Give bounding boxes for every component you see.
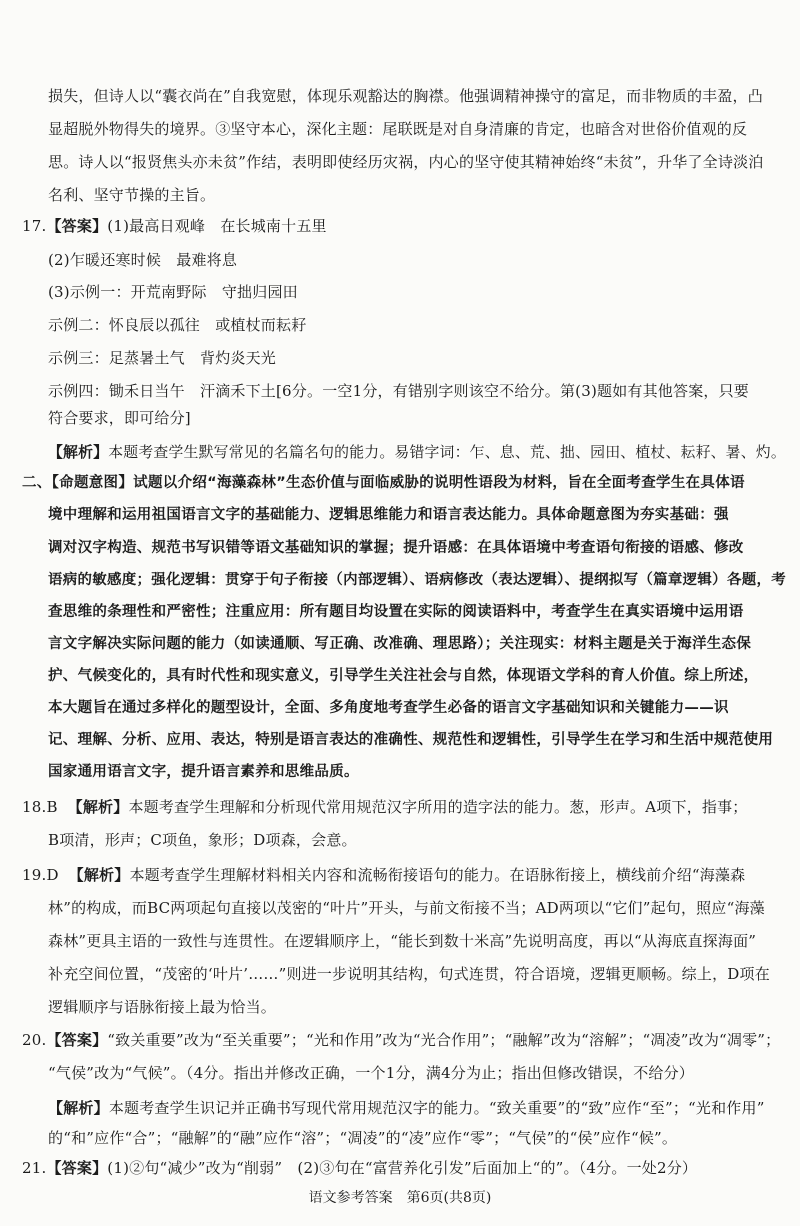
answer-label: 【答案】 <box>46 1159 108 1177</box>
intent-line: 调对汉字构造、规范书写识错等语文基础知识的掌握；提升语感：在具体语境中考查语句衔接的语感、修改 <box>48 540 744 556</box>
analysis-label: 【解析】 <box>68 866 130 884</box>
answer-line: 符合要求，即可给分] <box>48 409 191 427</box>
question-number: 18. <box>22 798 47 816</box>
analysis-text: 本题考查学生理解和分析现代常用规范汉字所用的造字法的能力。葱，形声。A项下，指事； <box>128 798 748 816</box>
question-number: 20. <box>22 1031 47 1049</box>
analysis-line: 的“和”应作“合”；“融解”的“融”应作“溶”；“凋凌”的“凌”应作“零”；“气侯”的“侯”应作“候”。 <box>48 1129 678 1147</box>
analysis-line: 补充空间位置，“茂密的‘叶片’……”则进一步说明其结构，句式连贯，符合语境，逻辑更顺畅。综上，D项在 <box>48 965 770 983</box>
analysis-text: 本题考查学生默写常见的名篇名句的能力。易错字词：乍、息、荒、拙、园田、植杖、耘耔、暑、灼。 <box>108 443 786 461</box>
question-number: 21. <box>22 1159 47 1177</box>
analysis-label: 【解析】 <box>48 443 109 461</box>
page-footer: 语文参考答案 第6页(共8页) <box>308 1190 492 1206</box>
paragraph-line: 损失，但诗人以“囊衣尚在”自我宽慰，体现乐观豁达的胸襟。他强调精神操守的富足，而非物质的丰盈，凸 <box>48 87 763 105</box>
intent-line: 境中理解和运用祖国语言文字的基础能力、逻辑思维能力和语言表达能力。具体命题意图为夯实基础：强 <box>48 507 729 523</box>
question-17-analysis <box>48 442 786 462</box>
analysis-line: 森林”更具主语的一致性与连贯性。在逻辑顺序上，“能长到数十米高”先说明高度，再以“从海底直探海面” <box>48 932 757 950</box>
paragraph-line: 思。诗人以“报贤焦头亦未贫”作结，表明即使经历灾祸，内心的坚守使其精神始终“未贫”，升华了全诗淡泊 <box>48 153 764 171</box>
answer-line: “气侯”改为“气候”。（4分。指出并修改正确，一个1分，满4分为止；指出但修改错误，不给分） <box>48 1064 695 1082</box>
intent-line: 语病的敏感度；强化逻辑：贯穿于句子衔接（内部逻辑）、语病修改（表达逻辑）、提纲拟写（篇章逻辑）各题，考 <box>48 572 786 588</box>
paragraph-line: 名利、坚守节操的主旨。 <box>48 186 216 204</box>
answer-choice: D <box>46 866 59 884</box>
answer-line: 示例二：怀良辰以孤往 或植杖而耘耔 <box>48 316 307 334</box>
analysis-text: 本题考查学生识记并正确书写现代常用规范汉字的能力。“致关重要”的“致”应作“至”；“光和作用” <box>108 1099 765 1117</box>
answer-text: “致关重要”改为“至关重要”；“光和作用”改为“光合作用”；“融解”改为“溶解”；“凋凌”改为“凋零”； <box>107 1031 781 1049</box>
intent-line: 试题以介绍“海藻森林”生态价值与面临威胁的说明性语段为材料，旨在全面考查学生在具体语 <box>133 475 745 491</box>
answer-label: 【答案】 <box>46 1031 108 1049</box>
answer-line: 示例四：锄禾日当午 汗滴禾下土[6分。一空1分，有错别字则该空不给分。第(3)题如有其他答案，只要 <box>48 382 749 400</box>
analysis-text: 本题考查学生理解材料相关内容和流畅衔接语句的能力。在语脉衔接上，横线前介绍“海藻森 <box>129 866 746 884</box>
section-prefix: 二、 <box>22 475 52 491</box>
analysis-label: 【解析】 <box>67 798 129 816</box>
question-number: 19. <box>22 866 47 884</box>
analysis-line: 林”的构成，而BC两项起句直接以茂密的“叶片”开头，与前文衔接不当；AD两项以“它们”起句，照应“海藻 <box>48 899 765 917</box>
answer-text: (1)②句“减少”改为“削弱” (2)③句在“富营养化引发”后面加上“的”。（4分。一处2分） <box>107 1159 698 1177</box>
answer-line: (2)乍暖还寒时候 最难将息 <box>48 251 238 269</box>
answer-line: (1)最高日观峰 在长城南十五里 <box>107 217 327 235</box>
answer-label: 【答案】 <box>46 217 108 235</box>
answer-line: (3)示例一：开荒南野际 守拙归园田 <box>48 283 298 301</box>
intent-line: 护、气候变化的，具有时代性和现实意义，引导学生关注社会与自然，体现语文学科的育人价值。综上所述， <box>48 668 759 684</box>
question-number: 17. <box>22 217 47 235</box>
question-20-analysis <box>48 1098 765 1118</box>
paragraph-line: 显超脱外物得失的境界。③坚守本心，深化主题：尾联既是对自身清廉的肯定，也暗含对世俗价值观的反 <box>48 120 748 138</box>
intent-line: 言文字解决实际问题的能力（如读通顺、写正确、改准确、理思路）；关注现实：材料主题是关于海洋生态保 <box>48 636 752 652</box>
question-21-answer <box>22 1158 697 1178</box>
analysis-label: 【解析】 <box>48 1099 109 1117</box>
question-20-answer <box>22 1030 780 1050</box>
question-17-answer <box>22 216 327 236</box>
answer-choice: B <box>46 798 58 816</box>
intent-line: 国家通用语言文字，提升语言素养和思维品质。 <box>48 764 359 780</box>
analysis-line: 逻辑顺序与语脉衔接上最为恰当。 <box>48 998 277 1016</box>
intent-label: 【命题意图】 <box>51 475 134 491</box>
analysis-line: B项清，形声；C项鱼，象形；D项森，会意。 <box>48 831 357 849</box>
intent-line: 查思维的条理性和严密性；注重应用：所有题目均设置在实际的阅读语料中，考查学生在真实语境中运用语 <box>48 604 744 620</box>
section-2-intent <box>22 473 745 493</box>
intent-line: 本大题旨在通过多样化的题型设计，全面、多角度地考查学生必备的语言文字基础知识和关键能力——识 <box>48 700 729 716</box>
answer-line: 示例三：足蒸暑土气 背灼炎天光 <box>48 349 277 367</box>
question-19 <box>22 865 745 885</box>
intent-line: 记、理解、分析、应用、表达，特别是语言表达的准确性、规范性和逻辑性，引导学生在学习和生活中规范使用 <box>48 732 774 748</box>
question-18 <box>22 797 748 817</box>
